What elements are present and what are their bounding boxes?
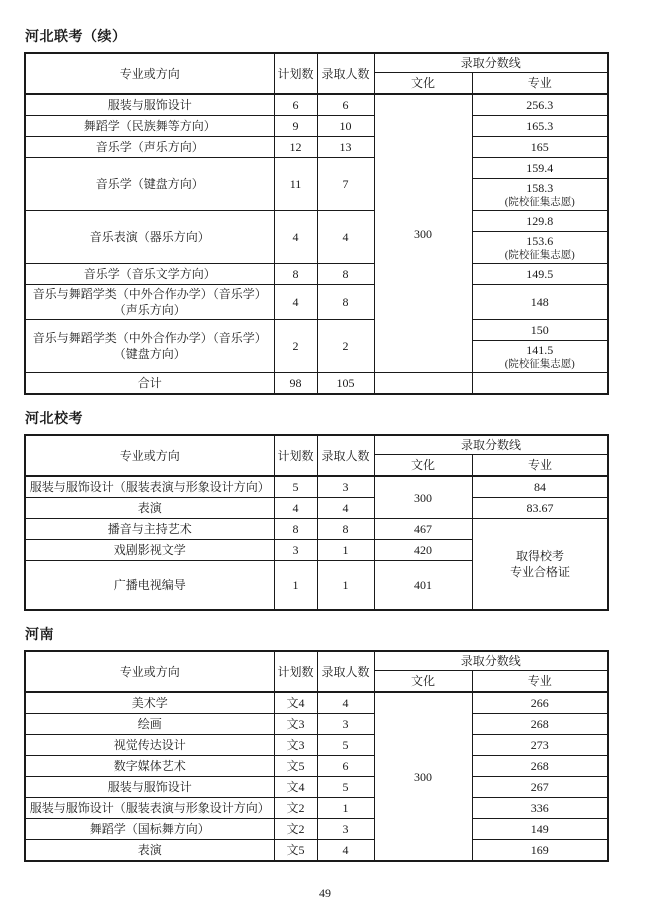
cell-admitted-count: 3 [317,476,374,498]
column-header-culture: 文化 [374,73,472,95]
cell-plan-count: 4 [274,211,317,264]
cell-admitted-count: 5 [317,777,374,798]
table-row [25,840,608,862]
cell-plan-count: 8 [274,519,317,540]
table-row [25,211,608,232]
column-header-plan: 计划数 [274,651,317,692]
section-title: 河北联考（续） [25,30,127,45]
cell-major: 服装与服饰设计 [25,94,274,116]
column-header-admitted: 录取人数 [317,53,374,94]
cell-admitted-count: 13 [317,137,374,158]
cell-major-score: 159.4 [472,158,608,179]
score-note: (院校征集志愿) [504,250,575,261]
cell-admitted-count: 4 [317,211,374,264]
column-header-scoreline: 录取分数线 [374,53,608,73]
cell-major-score: 266 [472,692,608,714]
column-header-major-score: 专业 [472,671,608,693]
table-row [25,714,608,735]
cell-plan-count: 5 [274,476,317,498]
table-row [25,158,608,179]
table-header-row [25,435,608,455]
cell-major: 广播电视编导 [25,561,274,611]
column-header-major-score: 专业 [472,73,608,95]
cell-admitted-count: 4 [317,840,374,862]
cell-admitted-count: 7 [317,158,374,211]
table-row [25,756,608,777]
column-header-plan: 计划数 [274,53,317,94]
cell-major: 戏剧影视文学 [25,540,274,561]
cell-major: 美术学 [25,692,274,714]
column-header-culture: 文化 [374,455,472,477]
cell-culture-score [374,373,472,395]
admission-score-table [24,434,609,611]
cell-plan-count: 文5 [274,756,317,777]
cell-admitted-count: 10 [317,116,374,137]
cell-major: 舞蹈学（民族舞等方向） [25,116,274,137]
cell-admitted-count: 8 [317,285,374,320]
score-value: 141.5 [526,343,554,357]
cell-plan-count: 4 [274,498,317,519]
cell-admitted-count: 8 [317,519,374,540]
table-row [25,476,608,498]
score-note: (院校征集志愿) [504,359,575,370]
cell-major-score: 83.67 [472,498,608,519]
cell-plan-count: 文4 [274,692,317,714]
cell-major-score: 169 [472,840,608,862]
column-header-major: 专业或方向 [25,53,274,94]
cell-major-score [472,232,608,264]
cell-plan-count: 11 [274,158,317,211]
cell-major: 播音与主持艺术 [25,519,274,540]
cell-major: 舞蹈学（国标舞方向） [25,819,274,840]
score-line: 取得校考 [516,549,565,563]
cell-major-score: 149.5 [472,264,608,285]
table-row [25,94,608,116]
cell-plan-count: 12 [274,137,317,158]
table-row [25,819,608,840]
table-row [25,735,608,756]
cell-major-score: 268 [472,714,608,735]
cell-plan-count: 1 [274,561,317,611]
cell-major: 视觉传达设计 [25,735,274,756]
cell-major: 音乐与舞蹈学类（中外合作办学）（音乐学）（键盘方向） [25,320,274,373]
cell-plan-count: 6 [274,94,317,116]
cell-major-score [472,519,608,611]
cell-major: 音乐学（键盘方向） [25,158,274,211]
table-row [25,320,608,341]
cell-admitted-count: 1 [317,798,374,819]
cell-major-score: 273 [472,735,608,756]
section-hebei-joint-exam [24,26,650,395]
table-row [25,264,608,285]
section-henan [24,624,650,862]
cell-admitted-count: 1 [317,561,374,611]
table-row [25,137,608,158]
section-hebei-school-exam [24,408,650,611]
cell-major-score: 129.8 [472,211,608,232]
cell-major-score: 267 [472,777,608,798]
cell-admitted-count: 8 [317,264,374,285]
cell-major-score: 336 [472,798,608,819]
cell-major: 服装与服饰设计 [25,777,274,798]
cell-major: 服装与服饰设计（服装表演与形象设计方向） [25,798,274,819]
cell-plan-count: 文3 [274,714,317,735]
page-number: 49 [319,886,331,900]
cell-major-score [472,179,608,211]
cell-culture-score: 300 [374,476,472,519]
cell-major-score: 84 [472,476,608,498]
cell-admitted-count: 3 [317,819,374,840]
cell-major: 表演 [25,840,274,862]
table-header-row [25,651,608,671]
cell-admitted-count: 5 [317,735,374,756]
table-row [25,692,608,714]
cell-admitted-count: 6 [317,756,374,777]
score-value: 158.3 [526,181,554,195]
cell-major-score: 150 [472,320,608,341]
table-header-row [25,53,608,73]
cell-culture-score: 401 [374,561,472,611]
cell-plan-count: 98 [274,373,317,395]
cell-plan-count: 文2 [274,798,317,819]
cell-plan-count: 文2 [274,819,317,840]
cell-culture-score: 300 [374,692,472,861]
cell-admitted-count: 1 [317,540,374,561]
cell-admitted-count: 4 [317,692,374,714]
cell-major: 音乐学（音乐文学方向） [25,264,274,285]
cell-major: 绘画 [25,714,274,735]
cell-admitted-count: 3 [317,714,374,735]
cell-major: 音乐学（声乐方向） [25,137,274,158]
cell-major: 合计 [25,373,274,395]
admission-score-table [24,650,609,862]
cell-culture-score: 300 [374,94,472,373]
table-row [25,373,608,395]
column-header-scoreline: 录取分数线 [374,435,608,455]
cell-culture-score: 420 [374,540,472,561]
cell-culture-score: 467 [374,519,472,540]
cell-major-score: 165.3 [472,116,608,137]
score-line: 专业合格证 [510,565,571,579]
cell-major-score: 256.3 [472,94,608,116]
cell-admitted-count: 6 [317,94,374,116]
cell-major-score [472,341,608,373]
cell-major-score: 149 [472,819,608,840]
section-title: 河南 [25,628,54,643]
cell-plan-count: 9 [274,116,317,137]
cell-plan-count: 2 [274,320,317,373]
score-value: 153.6 [526,234,554,248]
cell-major: 数字媒体艺术 [25,756,274,777]
table-row [25,498,608,519]
cell-major-score [472,373,608,395]
column-header-major: 专业或方向 [25,435,274,476]
cell-major: 音乐与舞蹈学类（中外合作办学）（音乐学）（声乐方向） [25,285,274,320]
cell-major-score: 165 [472,137,608,158]
section-title: 河北校考 [25,412,83,427]
column-header-admitted: 录取人数 [317,651,374,692]
cell-admitted-count: 4 [317,498,374,519]
cell-plan-count: 4 [274,285,317,320]
column-header-plan: 计划数 [274,435,317,476]
table-row [25,116,608,137]
cell-major-score: 268 [472,756,608,777]
cell-plan-count: 文4 [274,777,317,798]
cell-major: 服装与服饰设计（服装表演与形象设计方向） [25,476,274,498]
cell-admitted-count: 2 [317,320,374,373]
cell-plan-count: 文5 [274,840,317,862]
table-row [25,285,608,320]
column-header-major: 专业或方向 [25,651,274,692]
cell-major: 表演 [25,498,274,519]
cell-major-score: 148 [472,285,608,320]
table-row [25,798,608,819]
cell-plan-count: 8 [274,264,317,285]
table-row [25,519,608,540]
table-row [25,777,608,798]
column-header-scoreline: 录取分数线 [374,651,608,671]
admission-score-table [24,52,609,395]
column-header-major-score: 专业 [472,455,608,477]
cell-admitted-count: 105 [317,373,374,395]
cell-plan-count: 3 [274,540,317,561]
column-header-culture: 文化 [374,671,472,693]
column-header-admitted: 录取人数 [317,435,374,476]
score-note: (院校征集志愿) [504,197,575,208]
cell-major: 音乐表演（器乐方向） [25,211,274,264]
cell-plan-count: 文3 [274,735,317,756]
